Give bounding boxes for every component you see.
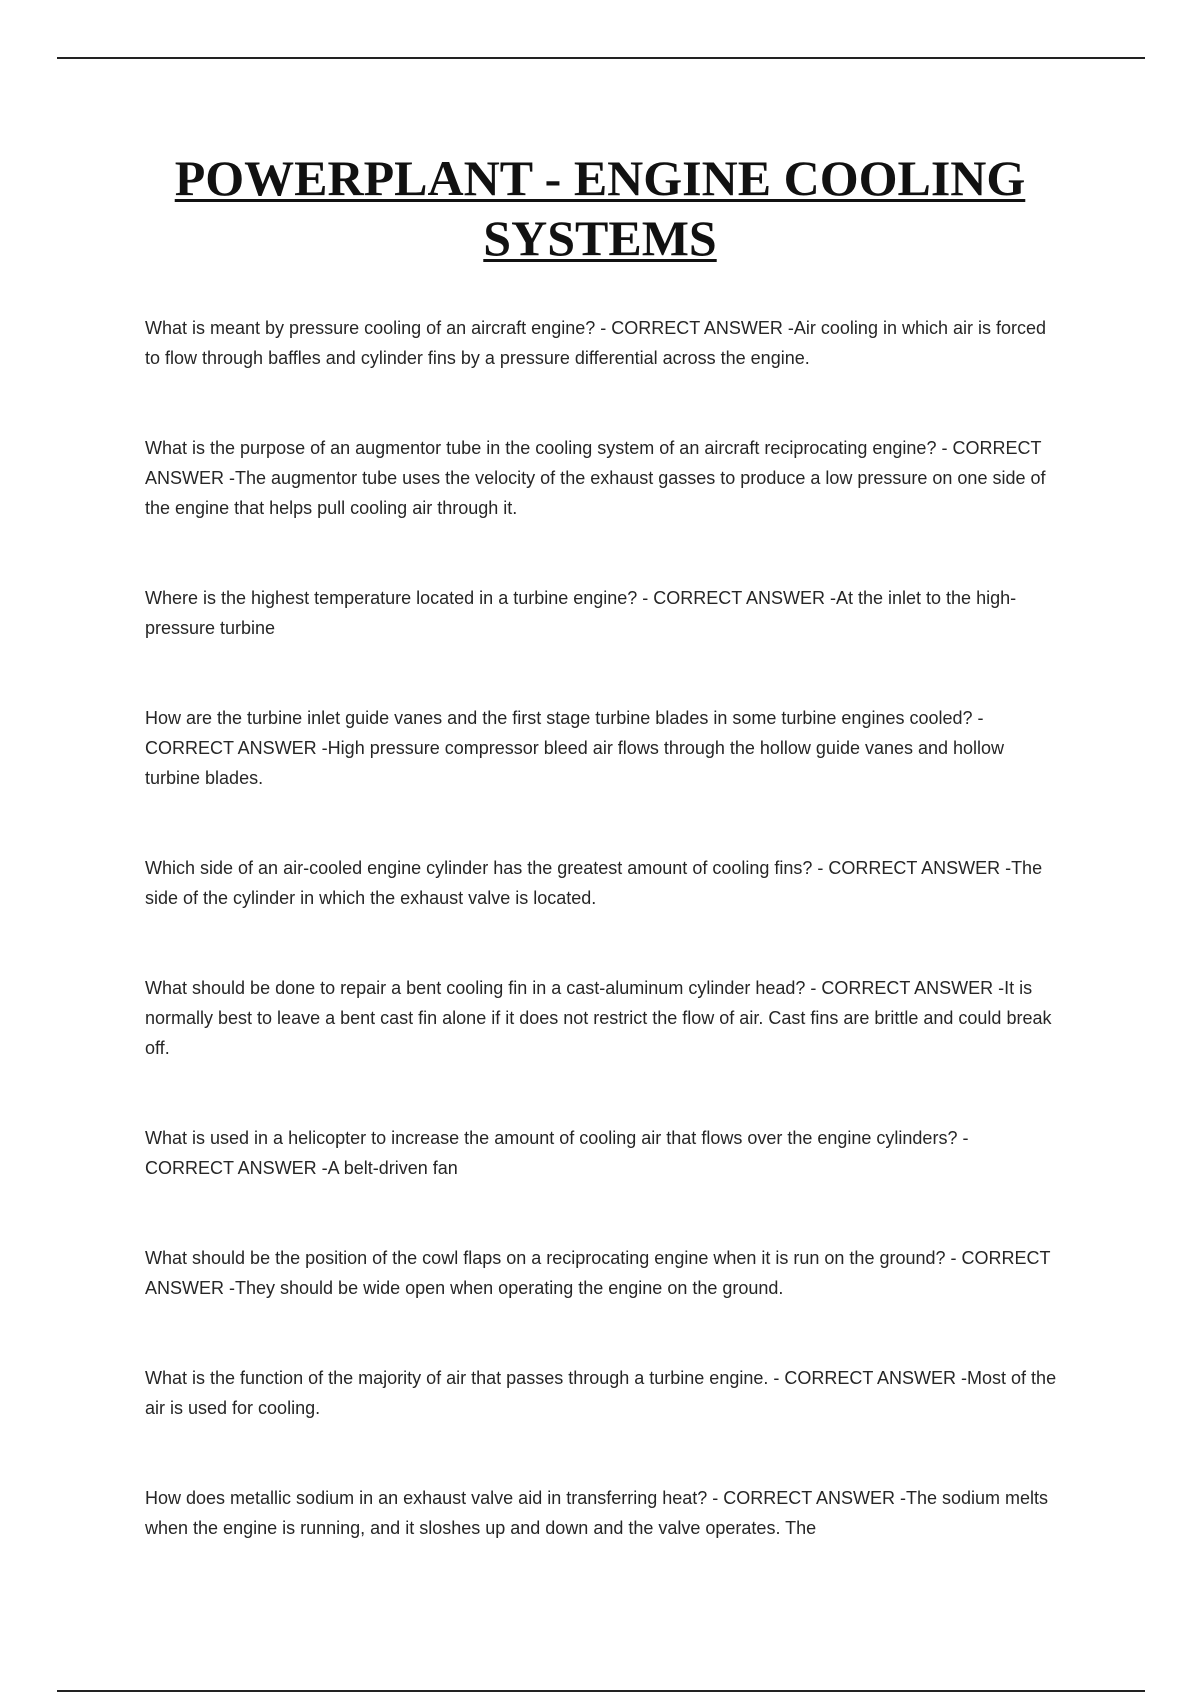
- document-title: POWERPLANT - ENGINE COOLING SYSTEMS: [174, 150, 1026, 266]
- qa-entry-6: What should be done to repair a bent cooling fin in a cast-aluminum cylinder head? - CORRECT ANSWER -It is normally best to leave a bent cast fin alone if it does not restrict the flow of air. Cast fins are brittle and could break off.: [145, 978, 1052, 1058]
- qa-entry-3: Where is the highest temperature located in a turbine engine? - CORRECT ANSWER -At the inlet to the high-pressure turbine: [145, 588, 1017, 638]
- qa-entry-9: What is the function of the majority of air that passes through a turbine engine. - CORRECT ANSWER -Most of the air is used for cooling.: [145, 1368, 1057, 1418]
- qa-entry-8: What should be the position of the cowl flaps on a reciprocating engine when it is run on the ground? - CORRECT ANSWER -They should be wide open when operating the engine on the ground.: [145, 1248, 1051, 1298]
- qa-entry-5: Which side of an air-cooled engine cylinder has the greatest amount of cooling fins? - CORRECT ANSWER -The side of the cylinder in which the exhaust valve is located.: [145, 858, 1043, 908]
- bottom-divider: [57, 1690, 1145, 1692]
- qa-entry-2: What is the purpose of an augmentor tube in the cooling system of an aircraft reciprocating engine? - CORRECT ANSWER -The augmentor tube uses the velocity of the exhaust gasses to produce a low pressure on one side of the engine that helps pull cooling air through it.: [145, 438, 1046, 518]
- qa-entry-7: What is used in a helicopter to increase the amount of cooling air that flows over the engine cylinders? - CORRECT ANSWER -A belt-driven fan: [145, 1128, 969, 1178]
- qa-entry-4: How are the turbine inlet guide vanes and the first stage turbine blades in some turbine engines cooled? - CORRECT ANSWER -High pressure compressor bleed air flows through the hollow guide vanes and hollow turbine blades.: [145, 708, 1005, 788]
- top-divider: [57, 57, 1145, 59]
- qa-entry-1: What is meant by pressure cooling of an aircraft engine? - CORRECT ANSWER -Air cooling in which air is forced to flow through baffles and cylinder fins by a pressure differential across the engine.: [145, 318, 1047, 368]
- qa-entry-10: How does metallic sodium in an exhaust valve aid in transferring heat? - CORRECT ANSWER -The sodium melts when the engine is running, and it sloshes up and down and the valve operates. The: [145, 1488, 1049, 1538]
